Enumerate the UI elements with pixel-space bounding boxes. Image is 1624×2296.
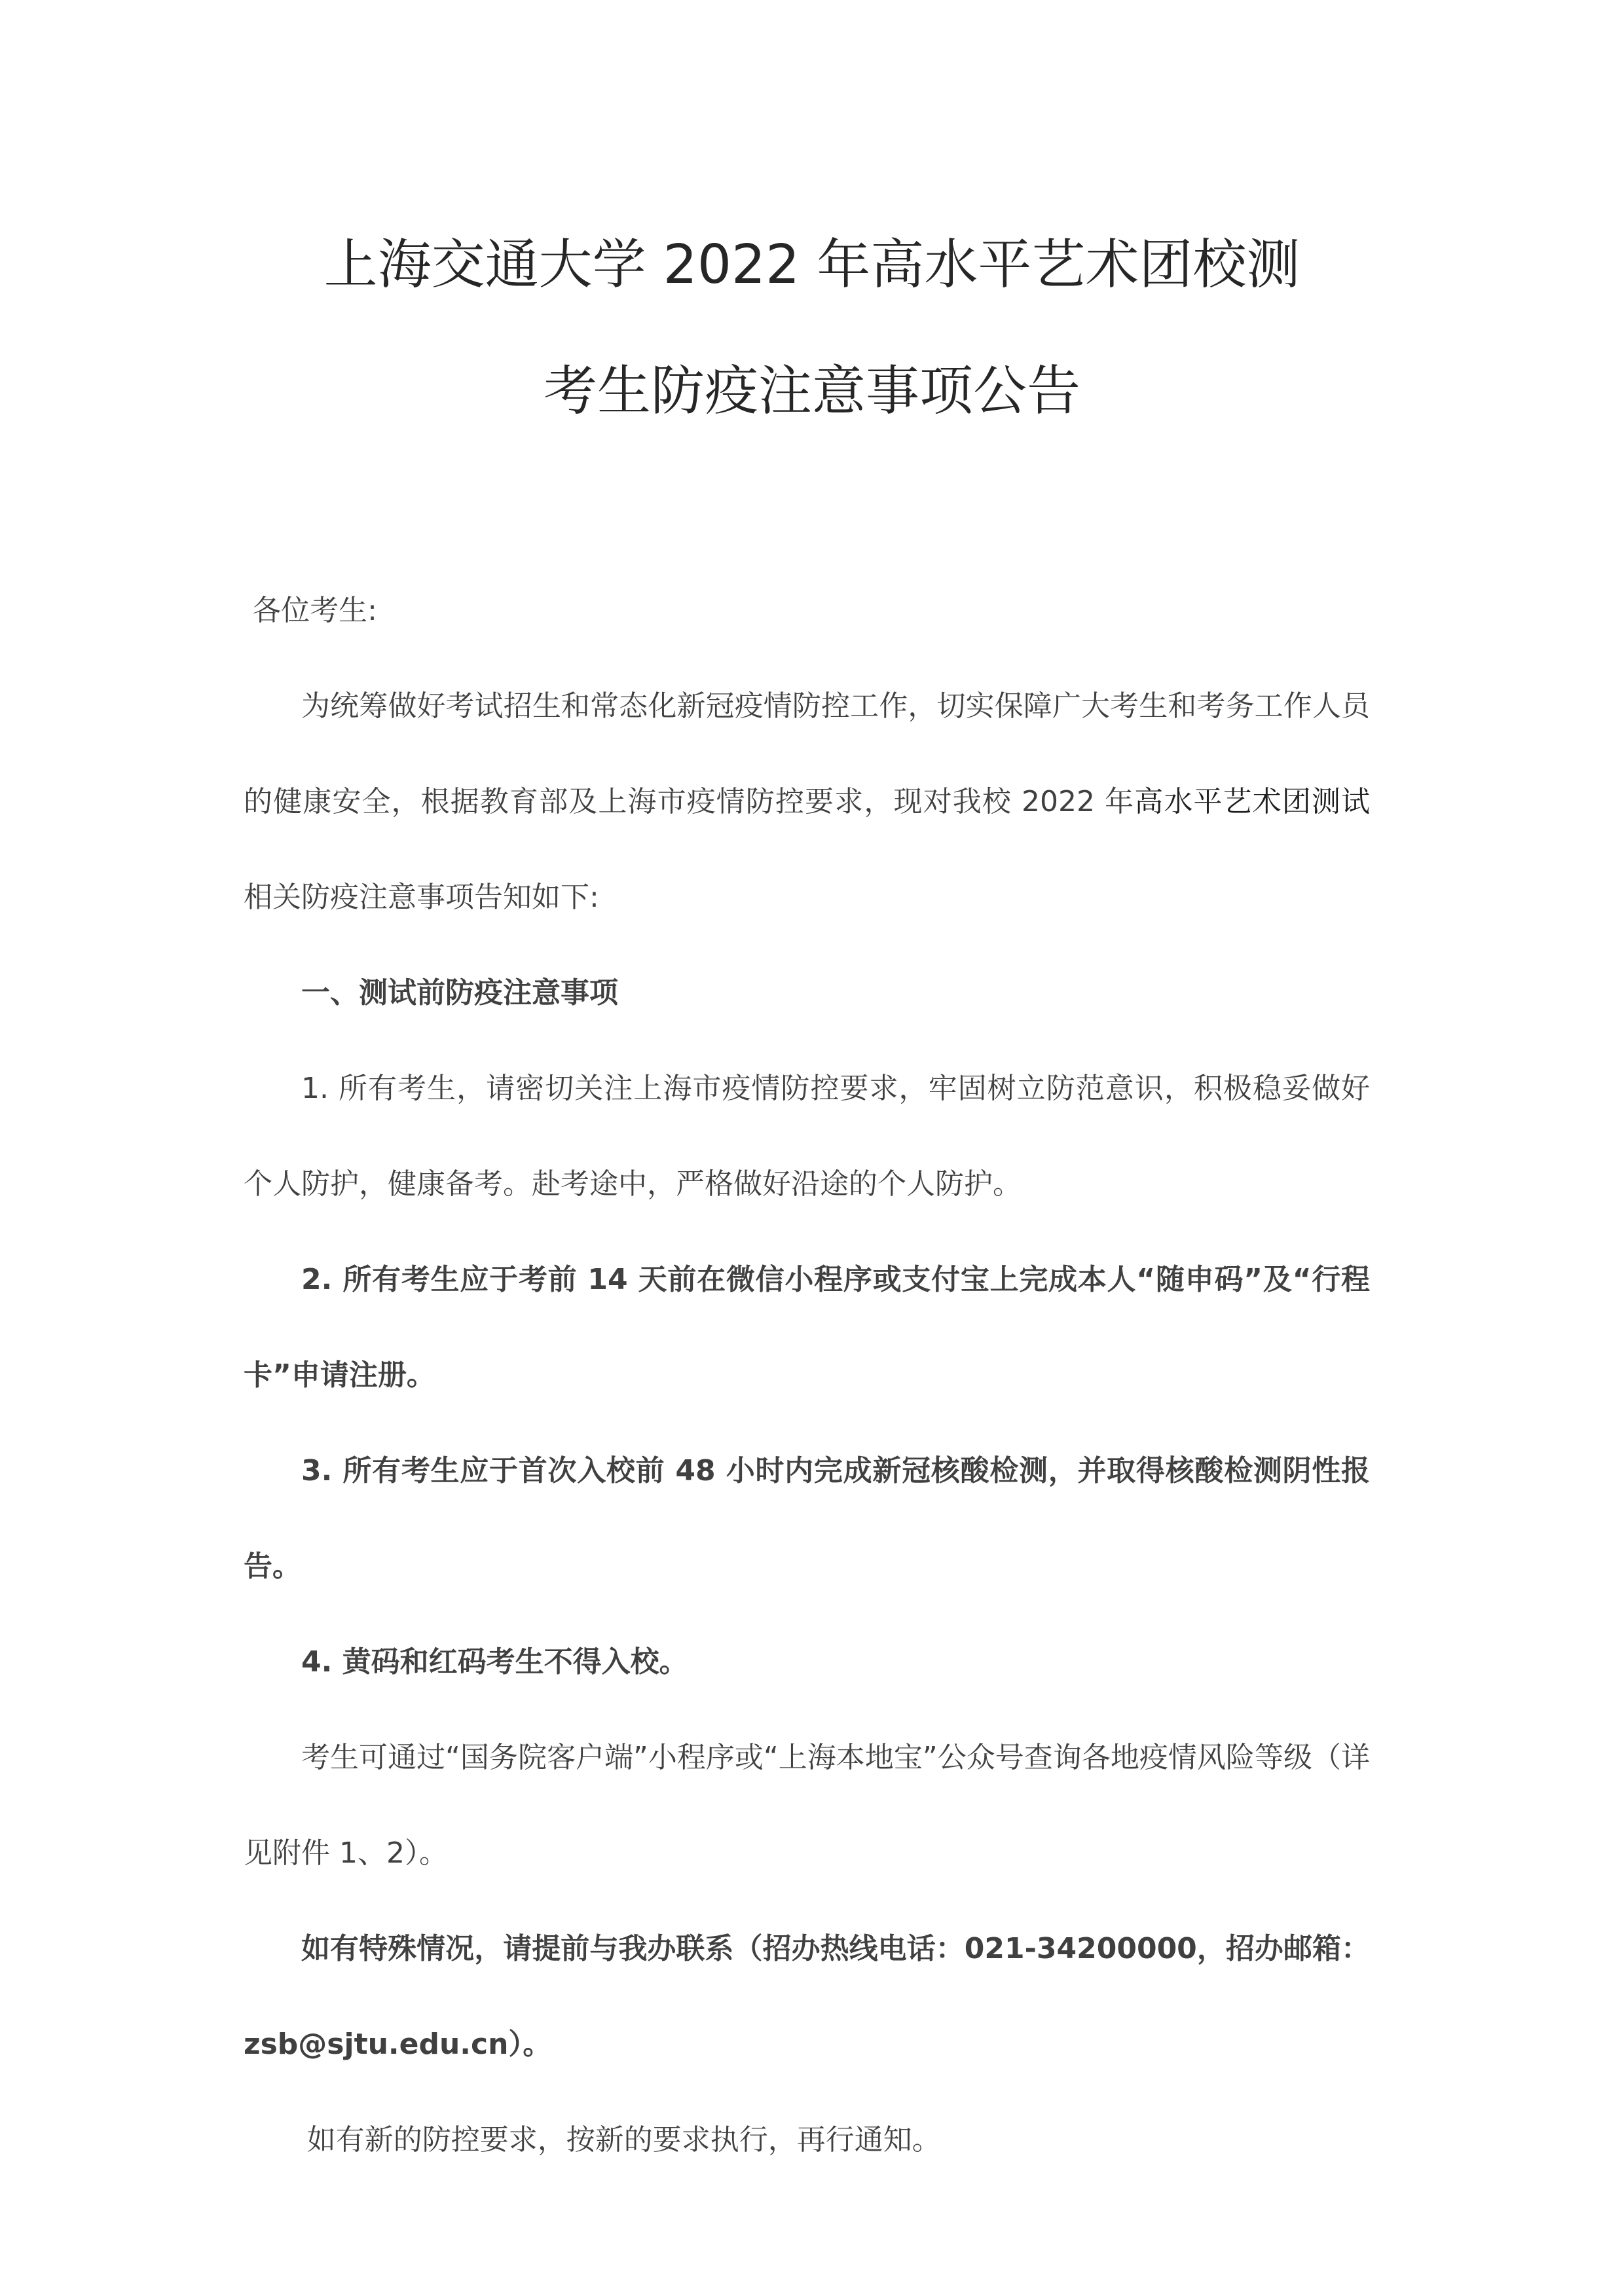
intro-highlight: 高水平艺术团测试 [1134, 785, 1371, 818]
salutation: 各位考生: [252, 594, 378, 627]
intro-text-part-2: 相关防疫注意事项告知如下: [244, 881, 599, 914]
item-4-paragraph: 4. 黄码和红码考生不得入校。 [301, 1645, 688, 1679]
item-1-paragraph: 1. 所有考生，请密切关注上海市疫情防控要求，牢固树立防范意识，积极稳妥做好个人防护，健康备考。赴考途中，严格做好沿途的个人防护。 [244, 1072, 1370, 1201]
item-2-paragraph: 2. 所有考生应于考前 14 天前在微信小程序或支付宝上完成本人“随申码”及“行程卡”申请注册。 [244, 1263, 1370, 1392]
document-title-line-2: 考生防疫注意事项公告 [543, 360, 1080, 422]
contact-paragraph: 如有特殊情况，请提前与我办联系（招办热线电话：021-34200000，招办邮箱：zsb@sjtu.edu.cn）。 [244, 1932, 1370, 2061]
intro-text-part-1: 为统筹做好考试招生和常态化新冠疫情防控工作，切实保障广大考生和考务工作人员的健康安全，根据教育部及上海市疫情防控要求，现对我校 2022 年 [244, 689, 1370, 818]
closing-paragraph: 如有新的防控要求，按新的要求执行，再行通知。 [306, 2123, 941, 2157]
section-heading-pre-test: 一、测试前防疫注意事项 [301, 976, 618, 1010]
item-3-paragraph: 3. 所有考生应于首次入校前 48 小时内完成新冠核酸检测，并取得核酸检测阴性报告。 [244, 1454, 1370, 1583]
intro-paragraph [244, 659, 1370, 945]
document-title-line-1: 上海交通大学 2022 年高水平艺术团校测 [323, 234, 1301, 296]
risk-query-paragraph: 考生可通过“国务院客户端”小程序或“上海本地宝”公众号查询各地疫情风险等级（详见附件 1、2）。 [244, 1741, 1370, 1870]
document-body [244, 563, 1370, 2188]
